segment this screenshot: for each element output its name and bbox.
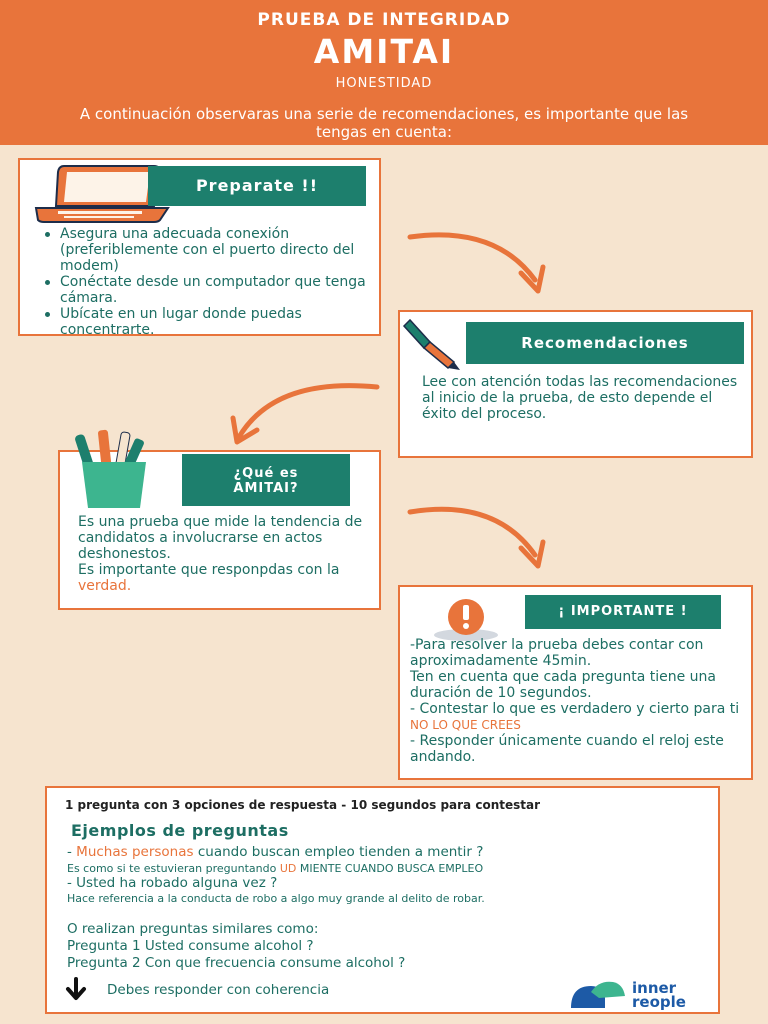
preparate-item-2: Conéctate desde un computador que tenga cámara. [60, 274, 382, 306]
examples-title: Ejemplos de preguntas [71, 821, 289, 840]
importante-line-4: - Responder únicamente cuando el reloj este andando. [410, 733, 724, 765]
importante-line-2: Ten en cuenta que cada pregunta tiene una duración de 10 segundos. [410, 669, 716, 701]
curved-arrow-icon [225, 382, 385, 452]
pencil-cup-icon [74, 428, 154, 510]
header-intro: A continuación observaras una serie de recomendaciones, es importante que las tengas en cuenta: [79, 105, 689, 141]
importante-line-1: -Para resolver la prueba debes contar con aproximadamente 45min. [410, 637, 704, 669]
preparate-item-3: Ubícate en un lugar donde puedas concentrarte. [60, 306, 382, 338]
examples-card [45, 786, 720, 1014]
que-es-text [78, 514, 368, 594]
example-question-1: - Muchas personas cuando buscan empleo tienden a mentir ? [67, 844, 484, 860]
ud-highlight: UD [279, 862, 297, 875]
examples-heading: 1 pregunta con 3 opciones de respuesta - 10 segundos para contestar [65, 798, 541, 812]
recomendaciones-text: Lee con atención todas las recomendaciones al inicio de la prueba, de esto depende el éxito del proceso. [422, 374, 738, 422]
que-es-card [58, 450, 381, 610]
header-banner [0, 0, 768, 145]
logo-text: inner reople [632, 979, 686, 1011]
recomendaciones-tag: Recomendaciones [466, 322, 744, 364]
que-es-note: Es importante que responpdas con la verdad. [78, 562, 340, 594]
importante-tag: ¡ IMPORTANTE ! [525, 595, 721, 629]
header-subtitle: HONESTIDAD [335, 76, 433, 91]
example-question-2: - Usted ha robado alguna vez ? [67, 875, 278, 891]
no-lo-que-crees-highlight: NO LO QUE CREES [410, 718, 521, 732]
warning-icon [432, 597, 500, 641]
importante-line-3: - Contestar lo que es verdadero y cierto para ti NO LO QUE CREES [410, 701, 740, 732]
importante-text [410, 637, 750, 765]
coherence-footer: Debes responder con coherencia [107, 982, 330, 998]
curved-arrow-icon [405, 225, 555, 300]
similar-question-2: Pregunta 2 Con que frecuencia consume alcohol ? [67, 955, 406, 971]
header-title: AMITAI [313, 32, 455, 71]
example-note-1: Es como si te estuvieran preguntando UD MIENTE CUANDO BUSCA EMPLEO [67, 862, 484, 875]
preparate-list [42, 226, 382, 338]
similar-question-1: Pregunta 1 Usted consume alcohol ? [67, 938, 314, 954]
muchas-personas-highlight: Muchas personas [76, 844, 194, 860]
pen-icon [400, 318, 462, 372]
curved-arrow-icon [405, 498, 555, 573]
preparate-card [18, 158, 381, 336]
importante-card [398, 585, 753, 780]
preparate-tag: Preparate !! [148, 166, 366, 206]
arrow-down-icon [65, 977, 87, 1001]
preparate-item-1: Asegura una adecuada conexión (preferiblemente con el puerto directo del modem) [60, 226, 382, 274]
que-es-tag-line2: AMITAI? [233, 481, 299, 496]
verdad-highlight: verdad. [78, 578, 132, 594]
recomendaciones-card [398, 310, 753, 458]
example-note-2: Hace referencia a la conducta de robo a algo muy grande al delito de robar. [67, 892, 485, 905]
similar-intro: O realizan preguntas similares como: [67, 921, 319, 937]
inner-people-logo-icon [569, 978, 629, 1010]
que-es-tag [182, 454, 350, 506]
que-es-tag-line1: ¿Qué es [233, 466, 299, 481]
que-es-description: Es una prueba que mide la tendencia de candidatos a involucrarse en actos deshonestos. [78, 514, 363, 562]
header-supertitle: PRUEBA DE INTEGRIDAD [257, 10, 511, 30]
